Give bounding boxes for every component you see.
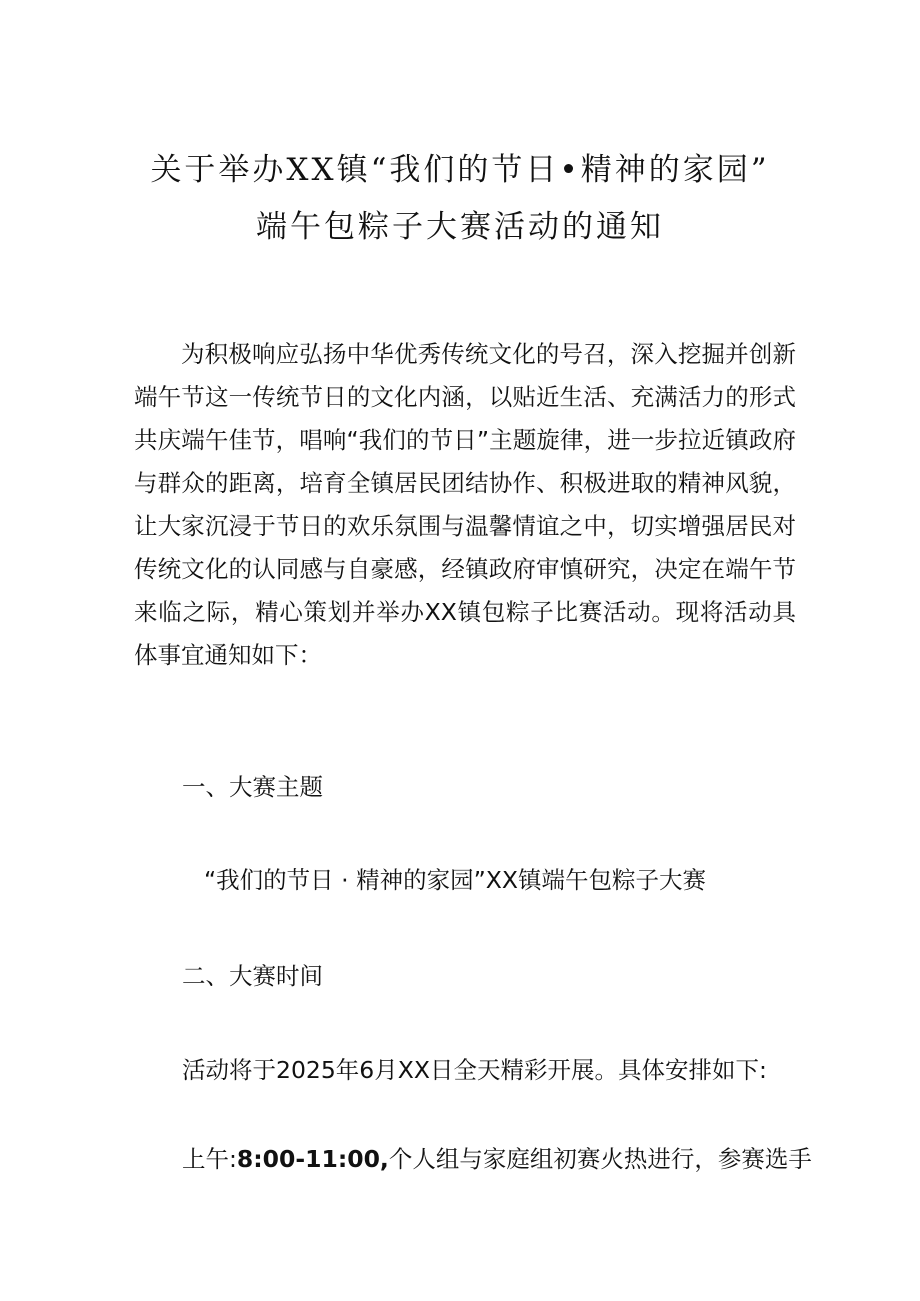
section-2-heading: 二、大赛时间 [182,962,323,990]
morning-schedule-line [182,1140,812,1174]
morning-time: 8:00-11:00, [236,1145,389,1173]
morning-label: 上午: [182,1145,237,1173]
document-title-line-1: 关于举办XX镇“我们的节日•精神的家园” [150,152,770,188]
schedule-intro: 活动将于2025年6月XX日全天精彩开展。具体安排如下: [182,1056,767,1084]
document-title-line-2: 端午包粽子大赛活动的通知 [256,209,664,245]
section-1-content: “我们的节日 · 精神的家园”XX镇端午包粽子大赛 [204,866,706,894]
morning-text: 个人组与家庭组初赛火热进行，参赛选手 [388,1145,812,1173]
section-1-heading: 一、大赛主题 [182,773,323,801]
intro-paragraph: 为积极响应弘扬中华优秀传统文化的号召，深入挖掘并创新端午节这一传统节日的文化内涵，以贴近生活、充满活力的形式共庆端午佳节，唱响“我们的节日”主题旋律，进一步拉近镇政府与群众的距离，培育全镇居民团结协作、积极进取的精神风貌，让大家沉浸于节日的欢乐氛围与温馨情谊之中，切实增强居民对传统文化的认同感与自豪感，经镇政府审慎研究，决定在端午节来临之际，精心策划并举办XX镇包粽子比赛活动。现将活动具体事宜通知如下： [134,340,796,669]
